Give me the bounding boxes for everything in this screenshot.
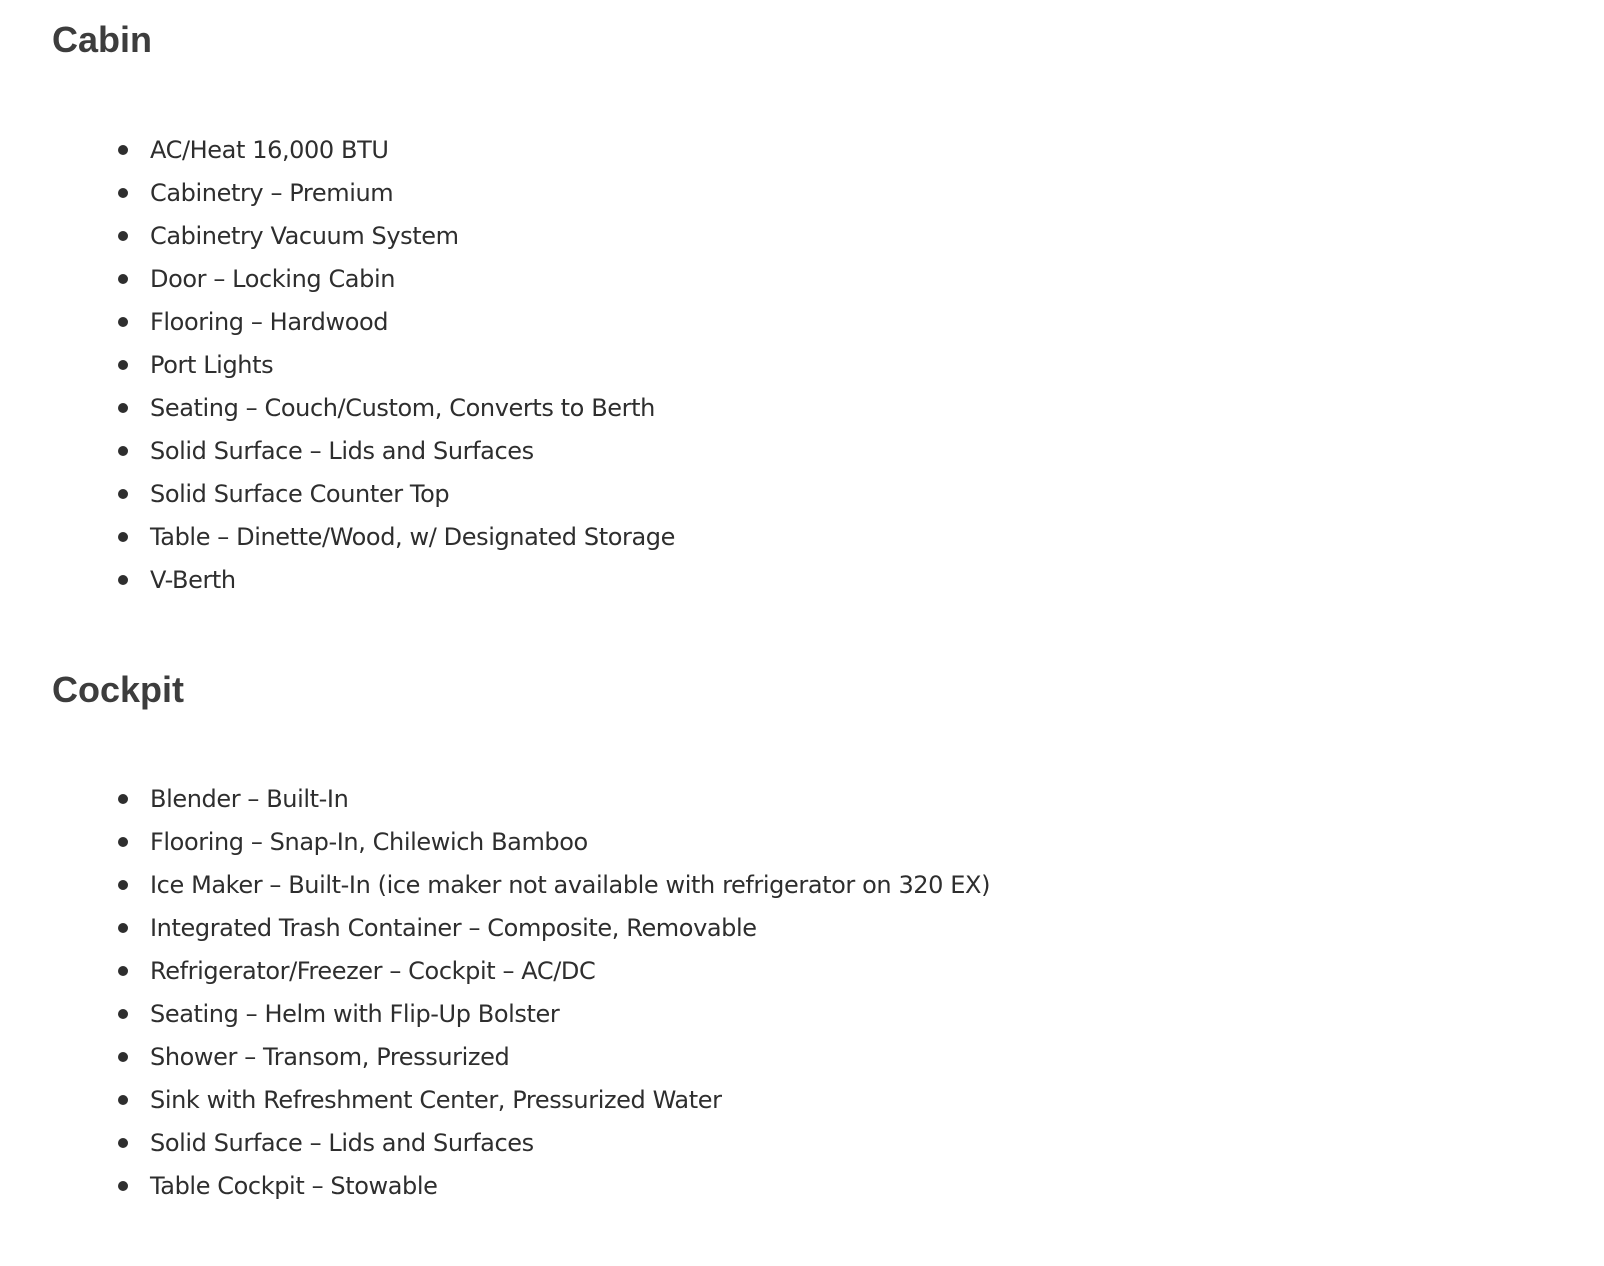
list-item-label: V-Berth [150,566,236,594]
bullet-icon [118,360,128,370]
bullet-icon [118,837,128,847]
list-item [0,821,990,864]
bullet-icon [118,1181,128,1191]
bullet-icon [118,403,128,413]
cockpit-feature-list [0,778,990,1208]
list-item [0,387,675,430]
list-item [0,864,990,907]
list-item-label: Table Cockpit – Stowable [150,1172,438,1200]
bullet-icon [118,188,128,198]
bullet-icon [118,1052,128,1062]
list-item [0,215,675,258]
bullet-icon [118,145,128,155]
bullet-icon [118,1009,128,1019]
bullet-icon [118,489,128,499]
list-item-label: Solid Surface Counter Top [150,480,450,508]
list-item-label: Ice Maker – Built-In (ice maker not available with refrigerator on 320 EX) [150,871,991,899]
list-item-label: Cabinetry – Premium [150,179,394,207]
list-item [0,172,675,215]
cabin-heading: Cabin [52,19,153,60]
cockpit-heading: Cockpit [52,669,185,710]
list-item [0,301,675,344]
list-item [0,473,675,516]
list-item [0,1165,990,1208]
list-item [0,516,675,559]
bullet-icon [118,532,128,542]
list-item-label: Flooring – Hardwood [150,308,389,336]
list-item [0,1079,990,1122]
list-item [0,1036,990,1079]
list-item-label: Solid Surface – Lids and Surfaces [150,1129,534,1157]
list-item [0,1122,990,1165]
list-item [0,993,990,1036]
list-item [0,559,675,602]
list-item-label: Door – Locking Cabin [150,265,396,293]
list-item-label: Table – Dinette/Wood, w/ Designated Storage [150,523,675,551]
bullet-icon [118,880,128,890]
list-item-label: Seating – Couch/Custom, Converts to Berth [150,394,655,422]
list-item-label: Flooring – Snap-In, Chilewich Bamboo [150,828,588,856]
bullet-icon [118,446,128,456]
bullet-icon [118,794,128,804]
list-item-label: Integrated Trash Container – Composite, Removable [150,914,757,942]
bullet-icon [118,966,128,976]
cabin-feature-list [0,129,675,602]
list-item-label: Shower – Transom, Pressurized [150,1043,510,1071]
list-item [0,950,990,993]
bullet-icon [118,923,128,933]
list-item-label: AC/Heat 16,000 BTU [150,136,389,164]
list-item-label: Blender – Built-In [150,785,349,813]
list-item-label: Sink with Refreshment Center, Pressurized Water [150,1086,722,1114]
list-item [0,778,990,821]
list-item [0,344,675,387]
list-item-label: Refrigerator/Freezer – Cockpit – AC/DC [150,957,596,985]
bullet-icon [118,575,128,585]
list-item-label: Cabinetry Vacuum System [150,222,459,250]
bullet-icon [118,1138,128,1148]
bullet-icon [118,317,128,327]
bullet-icon [118,1095,128,1105]
list-item [0,907,990,950]
list-item [0,129,675,172]
bullet-icon [118,231,128,241]
list-item [0,258,675,301]
list-item [0,430,675,473]
list-item-label: Seating – Helm with Flip-Up Bolster [150,1000,560,1028]
list-item-label: Solid Surface – Lids and Surfaces [150,437,534,465]
list-item-label: Port Lights [150,351,274,379]
bullet-icon [118,274,128,284]
